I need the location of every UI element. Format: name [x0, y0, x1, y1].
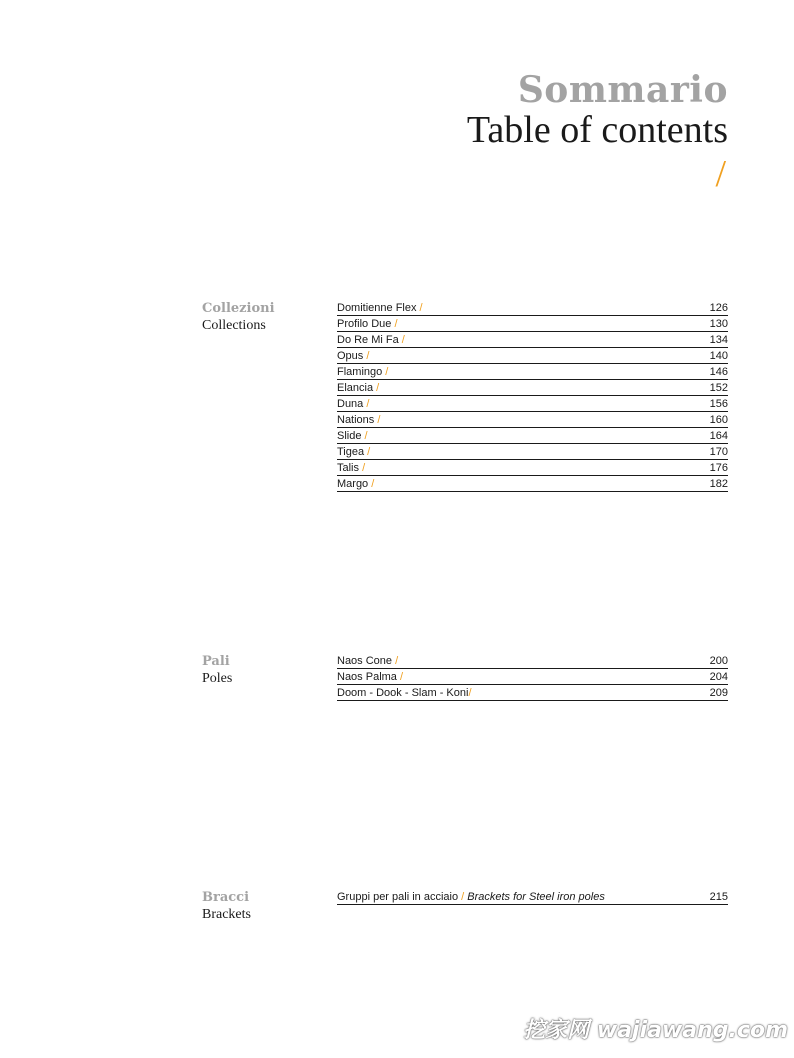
- entry-separator: /: [396, 671, 404, 683]
- section-label-italian: Collezioni: [202, 301, 275, 316]
- entry-separator: /: [391, 318, 398, 330]
- toc-entry[interactable]: [337, 380, 728, 396]
- toc-entry[interactable]: [337, 348, 728, 364]
- entry-separator: /: [364, 446, 371, 458]
- title-italian: Sommario: [517, 69, 728, 111]
- toc-entry[interactable]: [337, 444, 728, 460]
- page-header: [467, 70, 728, 195]
- entry-name: Naos Cone: [337, 655, 393, 667]
- entry-separator: /: [468, 687, 472, 699]
- section-label-english: Poles: [202, 671, 233, 686]
- entry-separator: /: [382, 366, 389, 378]
- toc-entry[interactable]: [337, 301, 728, 316]
- entry-page: 140: [709, 350, 728, 362]
- entry-page: 130: [709, 318, 728, 330]
- entry-separator: /: [363, 398, 370, 410]
- entry-page: 152: [709, 382, 728, 394]
- entry-page: 134: [709, 334, 728, 346]
- entry-name: Margo: [337, 478, 369, 490]
- toc-entry[interactable]: [337, 332, 728, 348]
- entry-name-english: Brackets for Steel iron poles: [467, 891, 605, 903]
- entry-name: Slide: [337, 430, 362, 442]
- entry-page: 164: [709, 430, 728, 442]
- toc-entry[interactable]: [337, 428, 728, 444]
- entry-name: Do Re Mi Fa: [337, 334, 399, 346]
- toc-entry[interactable]: [337, 890, 728, 905]
- entry-separator: /: [368, 478, 375, 490]
- entry-separator: /: [392, 655, 399, 667]
- entry-name: Domitienne Flex: [337, 302, 417, 314]
- section-label: [202, 301, 275, 334]
- entry-page: 156: [709, 398, 728, 410]
- toc-entry[interactable]: [337, 364, 728, 380]
- toc-entry[interactable]: [337, 460, 728, 476]
- entry-page: 215: [709, 891, 728, 903]
- toc-entry[interactable]: [337, 316, 728, 332]
- entry-page: 170: [709, 446, 728, 458]
- entry-separator: /: [458, 891, 468, 903]
- entry-name: Naos Palma: [337, 671, 397, 683]
- entry-name: Doom - Dook - Slam - Koni: [337, 687, 469, 699]
- entry-page: 182: [709, 478, 728, 490]
- entry-separator: /: [416, 302, 423, 314]
- entry-page: 176: [709, 462, 728, 474]
- section-label-italian: Bracci: [202, 890, 250, 905]
- entry-separator: /: [361, 430, 368, 442]
- toc-list: [337, 654, 728, 701]
- entry-separator: /: [374, 414, 381, 426]
- toc-list: [337, 890, 728, 905]
- entry-page: 209: [709, 687, 728, 699]
- entry-name: Profilo Due: [337, 318, 392, 330]
- section-label: [202, 890, 251, 923]
- toc-list: [337, 301, 728, 492]
- title-slash-accent: /: [715, 153, 726, 195]
- toc-entry[interactable]: [337, 412, 728, 428]
- section-label: [202, 654, 232, 687]
- title-english: Table of contents: [466, 109, 728, 151]
- entry-name: Duna: [337, 398, 364, 410]
- entry-separator: /: [398, 334, 405, 346]
- toc-entry[interactable]: [337, 396, 728, 412]
- entry-page: 160: [709, 414, 728, 426]
- entry-page: 200: [709, 655, 728, 667]
- section-label-italian: Pali: [202, 654, 230, 669]
- entry-separator: /: [363, 350, 370, 362]
- entry-name: Opus: [337, 350, 364, 362]
- watermark: 挖家网 wajiawang.com: [523, 1018, 788, 1043]
- entry-name: Nations: [337, 414, 375, 426]
- entry-name: Talis: [337, 462, 360, 474]
- entry-name: Gruppi per pali in acciaio: [337, 891, 459, 903]
- toc-entry[interactable]: [337, 654, 728, 669]
- entry-page: 204: [709, 671, 728, 683]
- entry-page: 126: [709, 302, 728, 314]
- entry-page: 146: [709, 366, 728, 378]
- entry-separator: /: [359, 462, 366, 474]
- toc-entry[interactable]: [337, 669, 728, 685]
- section-label-english: Brackets: [202, 907, 251, 922]
- entry-name: Elancia: [337, 382, 374, 394]
- toc-entry[interactable]: [337, 685, 728, 701]
- entry-name: Tigea: [337, 446, 365, 458]
- entry-separator: /: [373, 382, 380, 394]
- toc-entry[interactable]: [337, 476, 728, 492]
- entry-name: Flamingo: [337, 366, 383, 378]
- section-label-english: Collections: [202, 318, 266, 333]
